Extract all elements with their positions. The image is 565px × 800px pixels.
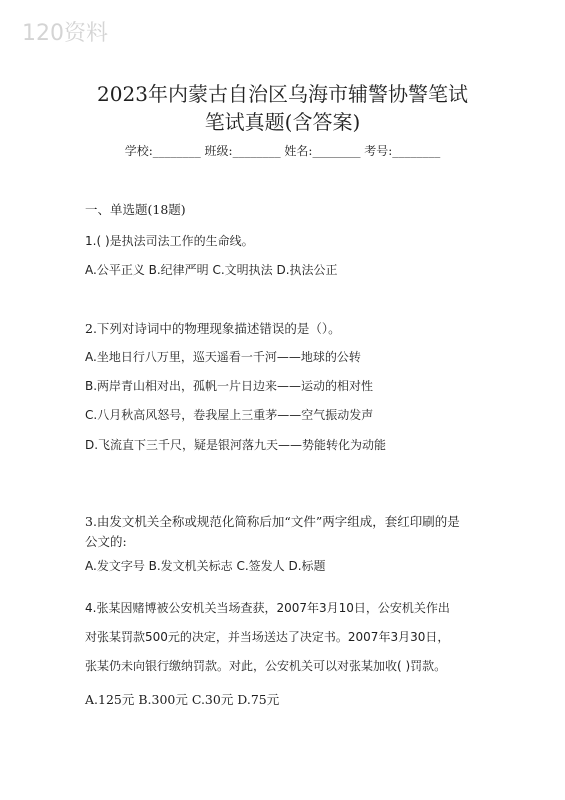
section-heading: 一、单选题(18题) bbox=[85, 202, 186, 217]
watermark: 120资料 bbox=[22, 21, 108, 46]
question-4-stem-line2: 对张某罚款500元的决定，并当场送达了决定书。2007年3月30日， bbox=[85, 630, 450, 644]
question-1-options: A.公平正义 B.纪律严明 C.文明执法 D.执法公正 bbox=[85, 263, 338, 277]
document-title-line2: 笔试真题(含答案) bbox=[204, 110, 361, 134]
student-info-line: 学校:________ 班级:________ 姓名:________ 考号:________ bbox=[124, 144, 441, 158]
question-3-options: A.发文字号 B.发文机关标志 C.签发人 D.标题 bbox=[85, 559, 326, 573]
question-2-option-a: A.坐地日行八万里，巡天遥看一千河——地球的公转 bbox=[85, 350, 361, 364]
question-2-stem: 2.下列对诗词中的物理现象描述错误的是（）。 bbox=[85, 321, 341, 336]
question-2-option-c: C.八月秋高风怒号，卷我屋上三重茅——空气振动发声 bbox=[85, 408, 374, 422]
question-3-stem-line1: 3.由发文机关全称或规范化简称后加“文件”两字组成，套红印刷的是 bbox=[85, 514, 460, 529]
question-4-stem-line1: 4.张某因赌博被公安机关当场查获，2007年3月10日，公安机关作出 bbox=[85, 601, 450, 615]
question-2-option-d: D.飞流直下三千尺，疑是银河落九天——势能转化为动能 bbox=[85, 438, 387, 452]
question-2-option-b: B.两岸青山相对出，孤帆一片日边来——运动的相对性 bbox=[85, 379, 374, 393]
document-title-line1: 2023年内蒙古自治区乌海市辅警协警笔试 bbox=[97, 82, 468, 106]
question-3-stem-line2: 公文的: bbox=[85, 534, 127, 549]
question-4-options: A.125元 B.300元 C.30元 D.75元 bbox=[85, 692, 280, 707]
question-4-stem-line3: 张某仍未向银行缴纳罚款。对此，公安机关可以对张某加收( )罚款。 bbox=[85, 659, 447, 673]
question-1-stem: 1.( )是执法司法工作的生命线。 bbox=[85, 234, 254, 248]
